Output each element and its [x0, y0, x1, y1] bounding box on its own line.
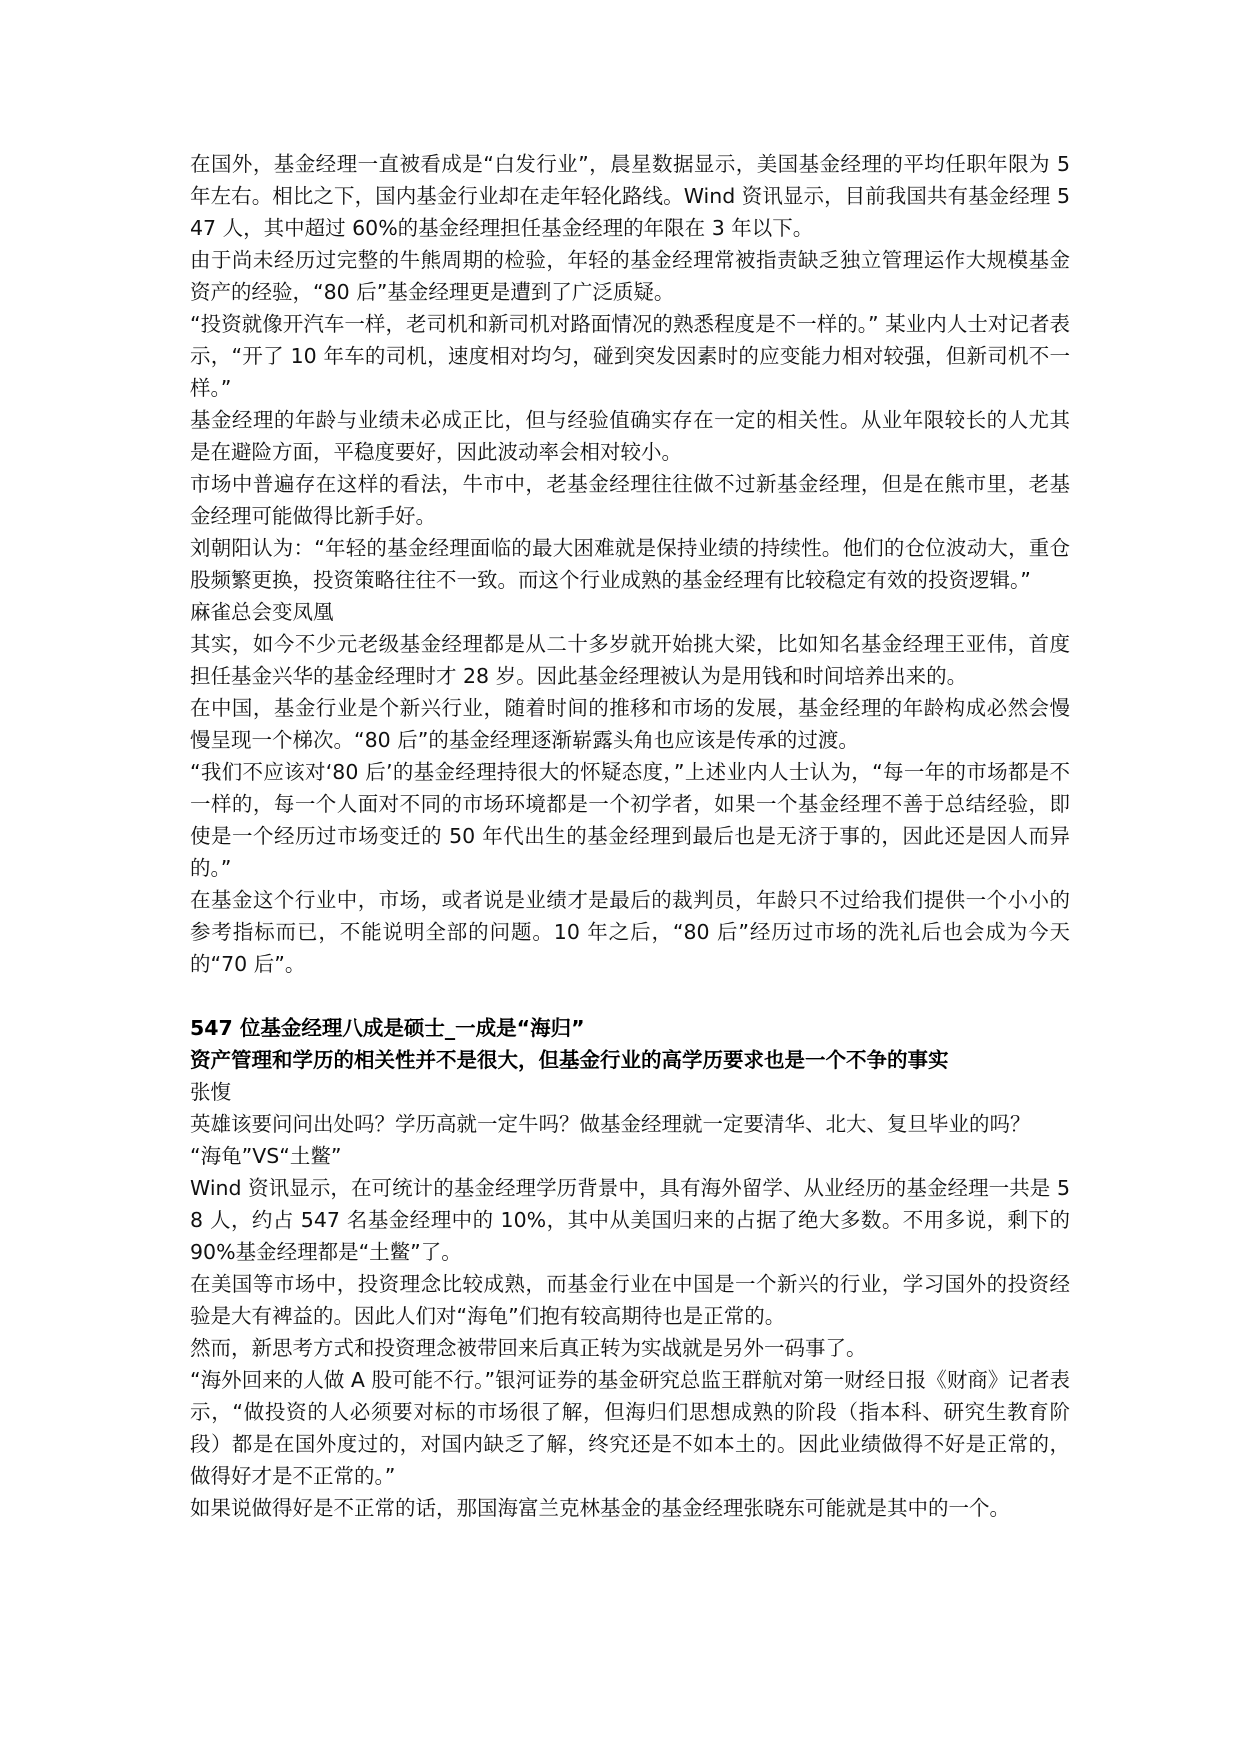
- article1-paragraph-6: 刘朝阳认为：“年轻的基金经理面临的最大困难就是保持业绩的持续性。他们的仓位波动大，重仓股频繁更换，投资策略往往不一致。而这个行业成熟的基金经理有比较稳定有效的投资逻辑。”: [190, 536, 1070, 592]
- article2-author: 张愎: [190, 1080, 231, 1104]
- document-body: [190, 148, 1070, 1524]
- article2-paragraph-5: “海外回来的人做 A 股可能不行。”银河证券的基金研究总监王群航对第一财经日报《财商》记者表示，“做投资的人必须要对标的市场很了解，但海归们思想成熟的阶段（指本科、研究生教育阶段）都是在国外度过的，对国内缺乏了解，终究还是不如本土的。因此业绩做得不好是正常的，做得好才是不正常的。”: [190, 1368, 1070, 1488]
- article1-paragraph-4: 基金经理的年龄与业绩未必成正比，但与经验值确实存在一定的相关性。从业年限较长的人尤其是在避险方面，平稳度要好，因此波动率会相对较小。: [190, 408, 1070, 464]
- article1-paragraph-2: 由于尚未经历过完整的牛熊周期的检验，年轻的基金经理常被指责缺乏独立管理运作大规模基金资产的经验，“80 后”基金经理更是遭到了广泛质疑。: [190, 248, 1070, 304]
- article1-paragraph-7: 其实，如今不少元老级基金经理都是从二十多岁就开始挑大梁，比如知名基金经理王亚伟，首度担任基金兴华的基金经理时才 28 岁。因此基金经理被认为是用钱和时间培养出来的。: [190, 632, 1070, 688]
- article2-paragraph-4: 然而，新思考方式和投资理念被带回来后真正转为实战就是另外一码事了。: [190, 1336, 867, 1360]
- article2-paragraph-6: 如果说做得好是不正常的话，那国海富兰克林基金的基金经理张晓东可能就是其中的一个。: [190, 1496, 1010, 1520]
- article1-paragraph-9: “我们不应该对‘80 后’的基金经理持很大的怀疑态度，”上述业内人士认为，“每一年的市场都是不一样的，每一个人面对不同的市场环境都是一个初学者，如果一个基金经理不善于总结经验，即使是一个经历过市场变迁的 50 年代出生的基金经理到最后也是无济于事的，因此还是因人而异的。”: [190, 760, 1070, 880]
- article1-paragraph-1: 在国外，基金经理一直被看成是“白发行业”，晨星数据显示，美国基金经理的平均任职年限为 5 年左右。相比之下，国内基金行业却在走年轻化路线。Wind 资讯显示，目前我国共有基金经理 547 人，其中超过 60%的基金经理担任基金经理的年限在 3 年以下。: [190, 152, 1070, 240]
- article1-paragraph-10: 在基金这个行业中，市场，或者说是业绩才是最后的裁判员，年龄只不过给我们提供一个小小的参考指标而已，不能说明全部的问题。10 年之后，“80 后”经历过市场的洗礼后也会成为今天的“70 后”。: [190, 888, 1070, 976]
- article1-section-heading: 麻雀总会变凤凰: [190, 600, 334, 624]
- article2-title: 547 位基金经理八成是硕士_一成是“海归”: [190, 1016, 585, 1040]
- article2-paragraph-2: Wind 资讯显示，在可统计的基金经理学历背景中，具有海外留学、从业经历的基金经理一共是 58 人，约占 547 名基金经理中的 10%，其中从美国归来的占据了绝大多数。不用多说，剩下的 90%基金经理都是“土鳖”了。: [190, 1176, 1070, 1264]
- article2-subtitle: 资产管理和学历的相关性并不是很大，但基金行业的高学历要求也是一个不争的事实: [190, 1048, 949, 1072]
- article1-paragraph-8: 在中国，基金行业是个新兴行业，随着时间的推移和市场的发展，基金经理的年龄构成必然会慢慢呈现一个梯次。“80 后”的基金经理逐渐崭露头角也应该是传承的过渡。: [190, 696, 1070, 752]
- article2-section-heading: “海龟”VS“土鳖”: [190, 1144, 342, 1168]
- section-divider: [190, 980, 1070, 1012]
- article2-paragraph-3: 在美国等市场中，投资理念比较成熟，而基金行业在中国是一个新兴的行业，学习国外的投资经验是大有裨益的。因此人们对“海龟”们抱有较高期待也是正常的。: [190, 1272, 1070, 1328]
- article2-paragraph-1: 英雄该要问问出处吗？学历高就一定牛吗？做基金经理就一定要清华、北大、复旦毕业的吗？: [190, 1112, 1031, 1136]
- article1-paragraph-3: “投资就像开汽车一样，老司机和新司机对路面情况的熟悉程度是不一样的。” 某业内人士对记者表示，“开了 10 年车的司机，速度相对均匀，碰到突发因素时的应变能力相对较强，但新司机不一样。”: [190, 312, 1070, 400]
- article1-paragraph-5: 市场中普遍存在这样的看法，牛市中，老基金经理往往做不过新基金经理，但是在熊市里，老基金经理可能做得比新手好。: [190, 472, 1070, 528]
